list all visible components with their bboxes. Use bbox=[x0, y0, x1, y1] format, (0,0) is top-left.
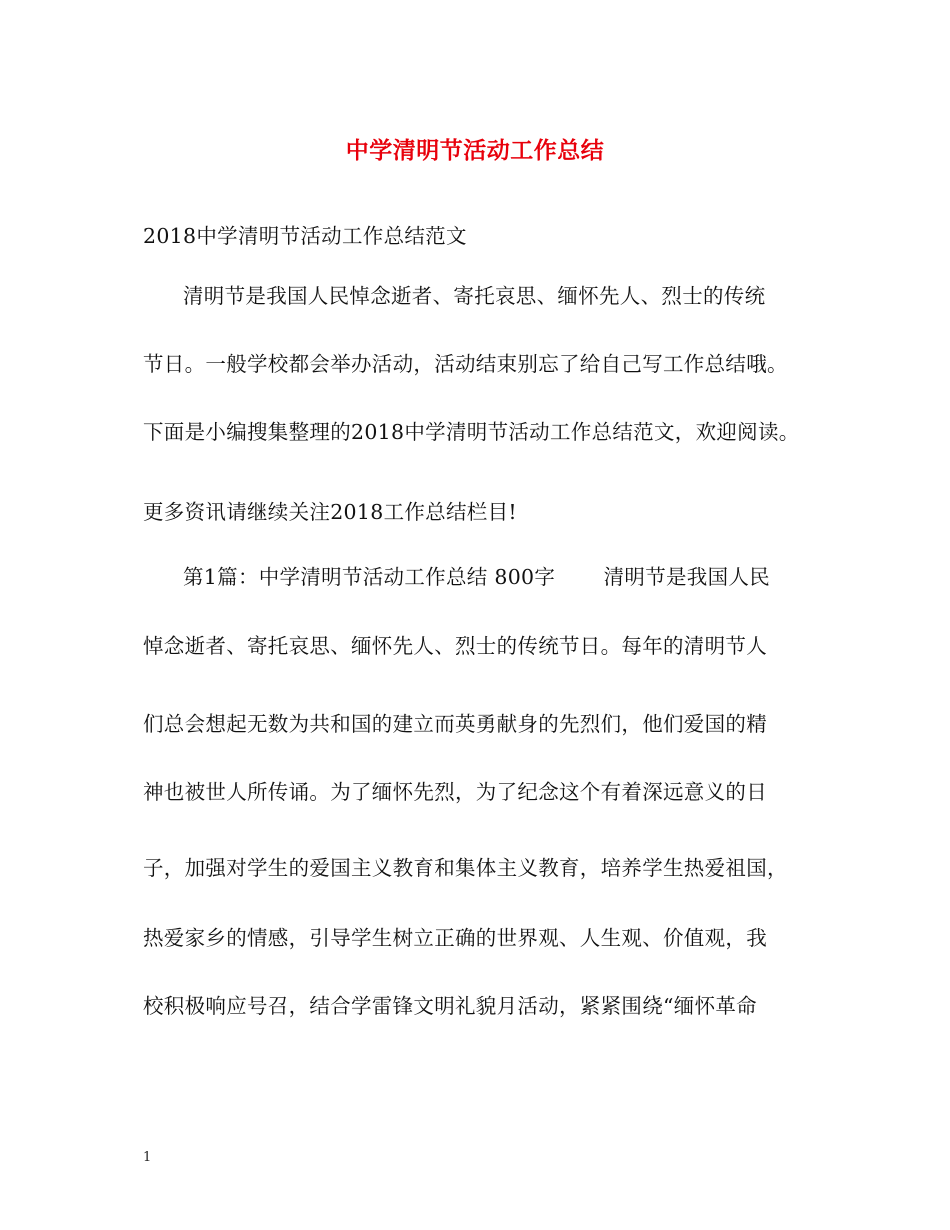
paragraph-line: 子，加强对学生的爱国主义教育和集体主义教育，培养学生热爱祖国， bbox=[143, 856, 788, 880]
document-title: 中学清明节活动工作总结 bbox=[345, 137, 605, 164]
paragraph-line: 清明节是我国人民悼念逝者、寄托哀思、缅怀先人、烈士的传统 bbox=[183, 284, 766, 308]
paragraph-line: 校积极响应号召，结合学雷锋文明礼貌月活动，紧紧围绕“缅怀革命 bbox=[143, 994, 757, 1018]
paragraph-line: 第1篇：中学清明节活动工作总结 800字 清明节是我国人民 bbox=[183, 565, 771, 589]
paragraph-line: 悼念逝者、寄托哀思、缅怀先人、烈士的传统节日。每年的清明节人 bbox=[143, 634, 767, 658]
page-number: 1 bbox=[143, 1150, 152, 1165]
paragraph-line: 更多资讯请继续关注2018工作总结栏目! bbox=[143, 500, 517, 524]
paragraph-line: 下面是小编搜集整理的2018中学清明节活动工作总结范文，欢迎阅读。 bbox=[143, 420, 800, 444]
paragraph-line: 们总会想起无数为共和国的建立而英勇献身的先烈们，他们爱国的精 bbox=[143, 712, 767, 736]
paragraph-line: 神也被世人所传诵。为了缅怀先烈，为了纪念这个有着深远意义的日 bbox=[143, 780, 767, 804]
paragraph-line: 节日。一般学校都会举办活动，活动结束别忘了给自己写工作总结哦。 bbox=[143, 352, 788, 376]
paragraph-line: 热爱家乡的情感，引导学生树立正确的世界观、人生观、价值观，我 bbox=[143, 926, 767, 950]
document-subtitle: 2018中学清明节活动工作总结范文 bbox=[143, 224, 467, 248]
